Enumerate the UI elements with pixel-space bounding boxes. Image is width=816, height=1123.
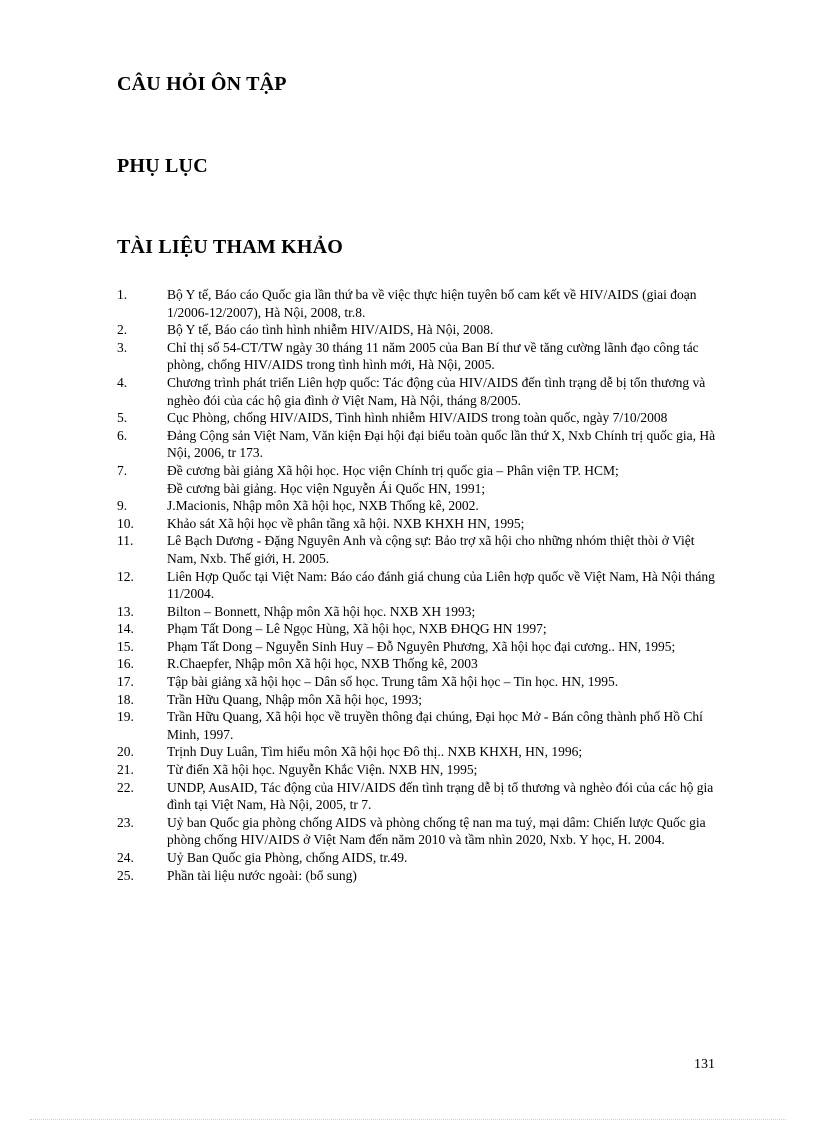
reference-text: Bộ Y tế, Báo cáo tình hình nhiễm HIV/AIDS, Hà Nội, 2008. xyxy=(167,322,494,338)
reference-number: 21. xyxy=(117,762,134,778)
reference-item xyxy=(117,339,721,374)
reference-number: 2. xyxy=(117,322,128,338)
reference-number: 16. xyxy=(117,656,134,672)
reference-text: J.Macionis, Nhập môn Xã hội học, NXB Thống kê, 2002. xyxy=(167,498,479,514)
reference-list xyxy=(117,286,721,884)
reference-number: 4. xyxy=(117,374,128,390)
reference-text: UNDP, AusAID, Tác động của HIV/AIDS đến tình trạng dễ bị tổ thương và nghèo đói của các hộ gia đình tại Việt Nam, Hà Nội, 2005, tr 7. xyxy=(167,779,714,813)
reference-number: 3. xyxy=(117,339,128,355)
reference-item xyxy=(117,849,721,867)
page-bottom-divider xyxy=(30,1119,786,1120)
reference-number: 6. xyxy=(117,427,128,443)
reference-text: Liên Hợp Quốc tại Việt Nam: Báo cáo đánh giá chung của Liên hợp quốc về Việt Nam, Hà Nội tháng 11/2004. xyxy=(167,568,715,602)
reference-number: 25. xyxy=(117,867,134,883)
reference-text: Cục Phòng, chống HIV/AIDS, Tình hình nhiễm HIV/AIDS trong toàn quốc, ngày 7/10/2008 xyxy=(167,410,668,426)
reference-number: 19. xyxy=(117,709,134,725)
reference-number: 18. xyxy=(117,691,134,707)
reference-number: 23. xyxy=(117,814,134,830)
reference-text: Phạm Tất Dong – Lê Ngọc Hùng, Xã hội học, NXB ĐHQG HN 1997; xyxy=(167,621,547,637)
reference-text: Bilton – Bonnett, Nhập môn Xã hội học. NXB XH 1993; xyxy=(167,603,476,619)
reference-text: Bộ Y tế, Báo cáo Quốc gia lần thứ ba về việc thực hiện tuyên bố cam kết về HIV/AIDS (giai đoạn 1/2006-12/2007), Hà Nội, 2008, tr.8. xyxy=(167,287,697,320)
reference-number: 7. xyxy=(117,462,128,478)
heading-appendix: PHỤ LỤC xyxy=(117,155,208,177)
reference-number: 10. xyxy=(117,515,134,531)
reference-text: Uỷ Ban Quốc gia Phòng, chống AIDS, tr.49. xyxy=(167,850,408,865)
reference-number: 12. xyxy=(117,568,134,584)
reference-number: 5. xyxy=(117,410,128,426)
reference-item xyxy=(117,779,721,814)
reference-number: 9. xyxy=(117,498,128,514)
reference-text: Trần Hữu Quang, Nhập môn Xã hội học, 1993; xyxy=(167,691,423,707)
reference-number: 11. xyxy=(117,533,134,549)
reference-text: R.Chaepfer, Nhập môn Xã hội học, NXB Thống kê, 2003 xyxy=(167,656,478,672)
reference-item xyxy=(117,497,721,515)
reference-item xyxy=(117,620,721,638)
heading-review-questions: CÂU HỎI ÔN TẬP xyxy=(117,73,287,95)
reference-text: Từ điển Xã hội học. Nguyễn Khắc Viện. NXB HN, 1995; xyxy=(167,762,478,778)
reference-number: 15. xyxy=(117,638,134,654)
reference-item xyxy=(117,673,721,691)
reference-text: Khảo sát Xã hội học về phân tầng xã hội. NXB KHXH HN, 1995; xyxy=(167,515,525,531)
reference-item xyxy=(117,515,721,533)
reference-item xyxy=(117,814,721,849)
reference-item xyxy=(117,321,721,339)
reference-item xyxy=(117,743,721,761)
reference-text: Đề cương bài giảng. Học viện Nguyễn Ái Quốc HN, 1991; xyxy=(167,480,486,496)
reference-item xyxy=(117,867,721,885)
reference-text: Tập bài giảng xã hội học – Dân số học. Trung tâm Xã hội học – Tin học. HN, 1995. xyxy=(167,674,619,690)
reference-item xyxy=(117,427,721,462)
reference-number: 20. xyxy=(117,744,134,760)
reference-text: Phạm Tất Dong – Nguyễn Sinh Huy – Đỗ Nguyên Phương, Xã hội học đại cương.. HN, 1995; xyxy=(167,638,676,654)
reference-item xyxy=(117,603,721,621)
reference-item xyxy=(117,286,721,321)
reference-number: 22. xyxy=(117,779,134,795)
reference-text: Trần Hữu Quang, Xã hội học về truyền thông đại chúng, Đại học Mở - Bán công thành phố Hồ Chí Minh, 1997. xyxy=(167,709,703,742)
reference-item xyxy=(117,761,721,779)
reference-text: Chương trình phát triển Liên hợp quốc: Tác động của HIV/AIDS đến tình trạng dễ bị tổn thương và nghèo đói của các hộ gia đình ở Việt Nam, Hà Nội, tháng 8/2005. xyxy=(167,374,706,408)
heading-references: TÀI LIỆU THAM KHẢO xyxy=(117,236,344,258)
page-number: 131 xyxy=(694,1057,715,1072)
reference-text: Uỷ ban Quốc gia phòng chống AIDS và phòng chống tệ nan ma tuý, mại dâm: Chiến lược Quốc gia phòng chống HIV/AIDS ở Việt Nam đến năm 2010 và tầm nhìn 2020, Nxb. Y học, H. 2004. xyxy=(167,814,706,848)
reference-text: Phần tài liệu nước ngoài: (bổ sung) xyxy=(167,867,357,883)
reference-item xyxy=(117,480,721,498)
reference-text: Đề cương bài giảng Xã hội học. Học viện Chính trị quốc gia – Phân viện TP. HCM; xyxy=(167,462,619,478)
reference-item xyxy=(117,691,721,709)
reference-item xyxy=(117,655,721,673)
reference-item xyxy=(117,638,721,656)
reference-number: 17. xyxy=(117,674,134,690)
reference-item xyxy=(117,708,721,743)
reference-text: Đảng Cộng sản Việt Nam, Văn kiện Đại hội đại biểu toàn quốc lần thứ X, Nxb Chính trị quốc gia, Hà Nội, 2006, tr 173. xyxy=(167,427,716,461)
reference-text: Chỉ thị số 54-CT/TW ngày 30 tháng 11 năm 2005 của Ban Bí thư về tăng cường lãnh đạo công tác phòng, chống HIV/AIDS trong tình hình mới, Hà Nội, 2005. xyxy=(167,339,699,373)
reference-item xyxy=(117,374,721,409)
reference-item xyxy=(117,568,721,603)
reference-number: 14. xyxy=(117,621,134,637)
reference-item xyxy=(117,462,721,480)
reference-item xyxy=(117,409,721,427)
reference-number: 13. xyxy=(117,603,134,619)
reference-item xyxy=(117,532,721,567)
reference-number: 24. xyxy=(117,850,134,865)
reference-text: Lê Bạch Dương - Đặng Nguyên Anh và cộng sự: Bảo trợ xã hội cho những nhóm thiệt thòi ở Việt Nam, Nxb. Thế giới, H. 2005. xyxy=(167,533,695,566)
reference-number: 1. xyxy=(117,287,128,302)
reference-text: Trịnh Duy Luân, Tìm hiểu môn Xã hội học Đô thị.. NXB KHXH, HN, 1996; xyxy=(167,744,583,760)
